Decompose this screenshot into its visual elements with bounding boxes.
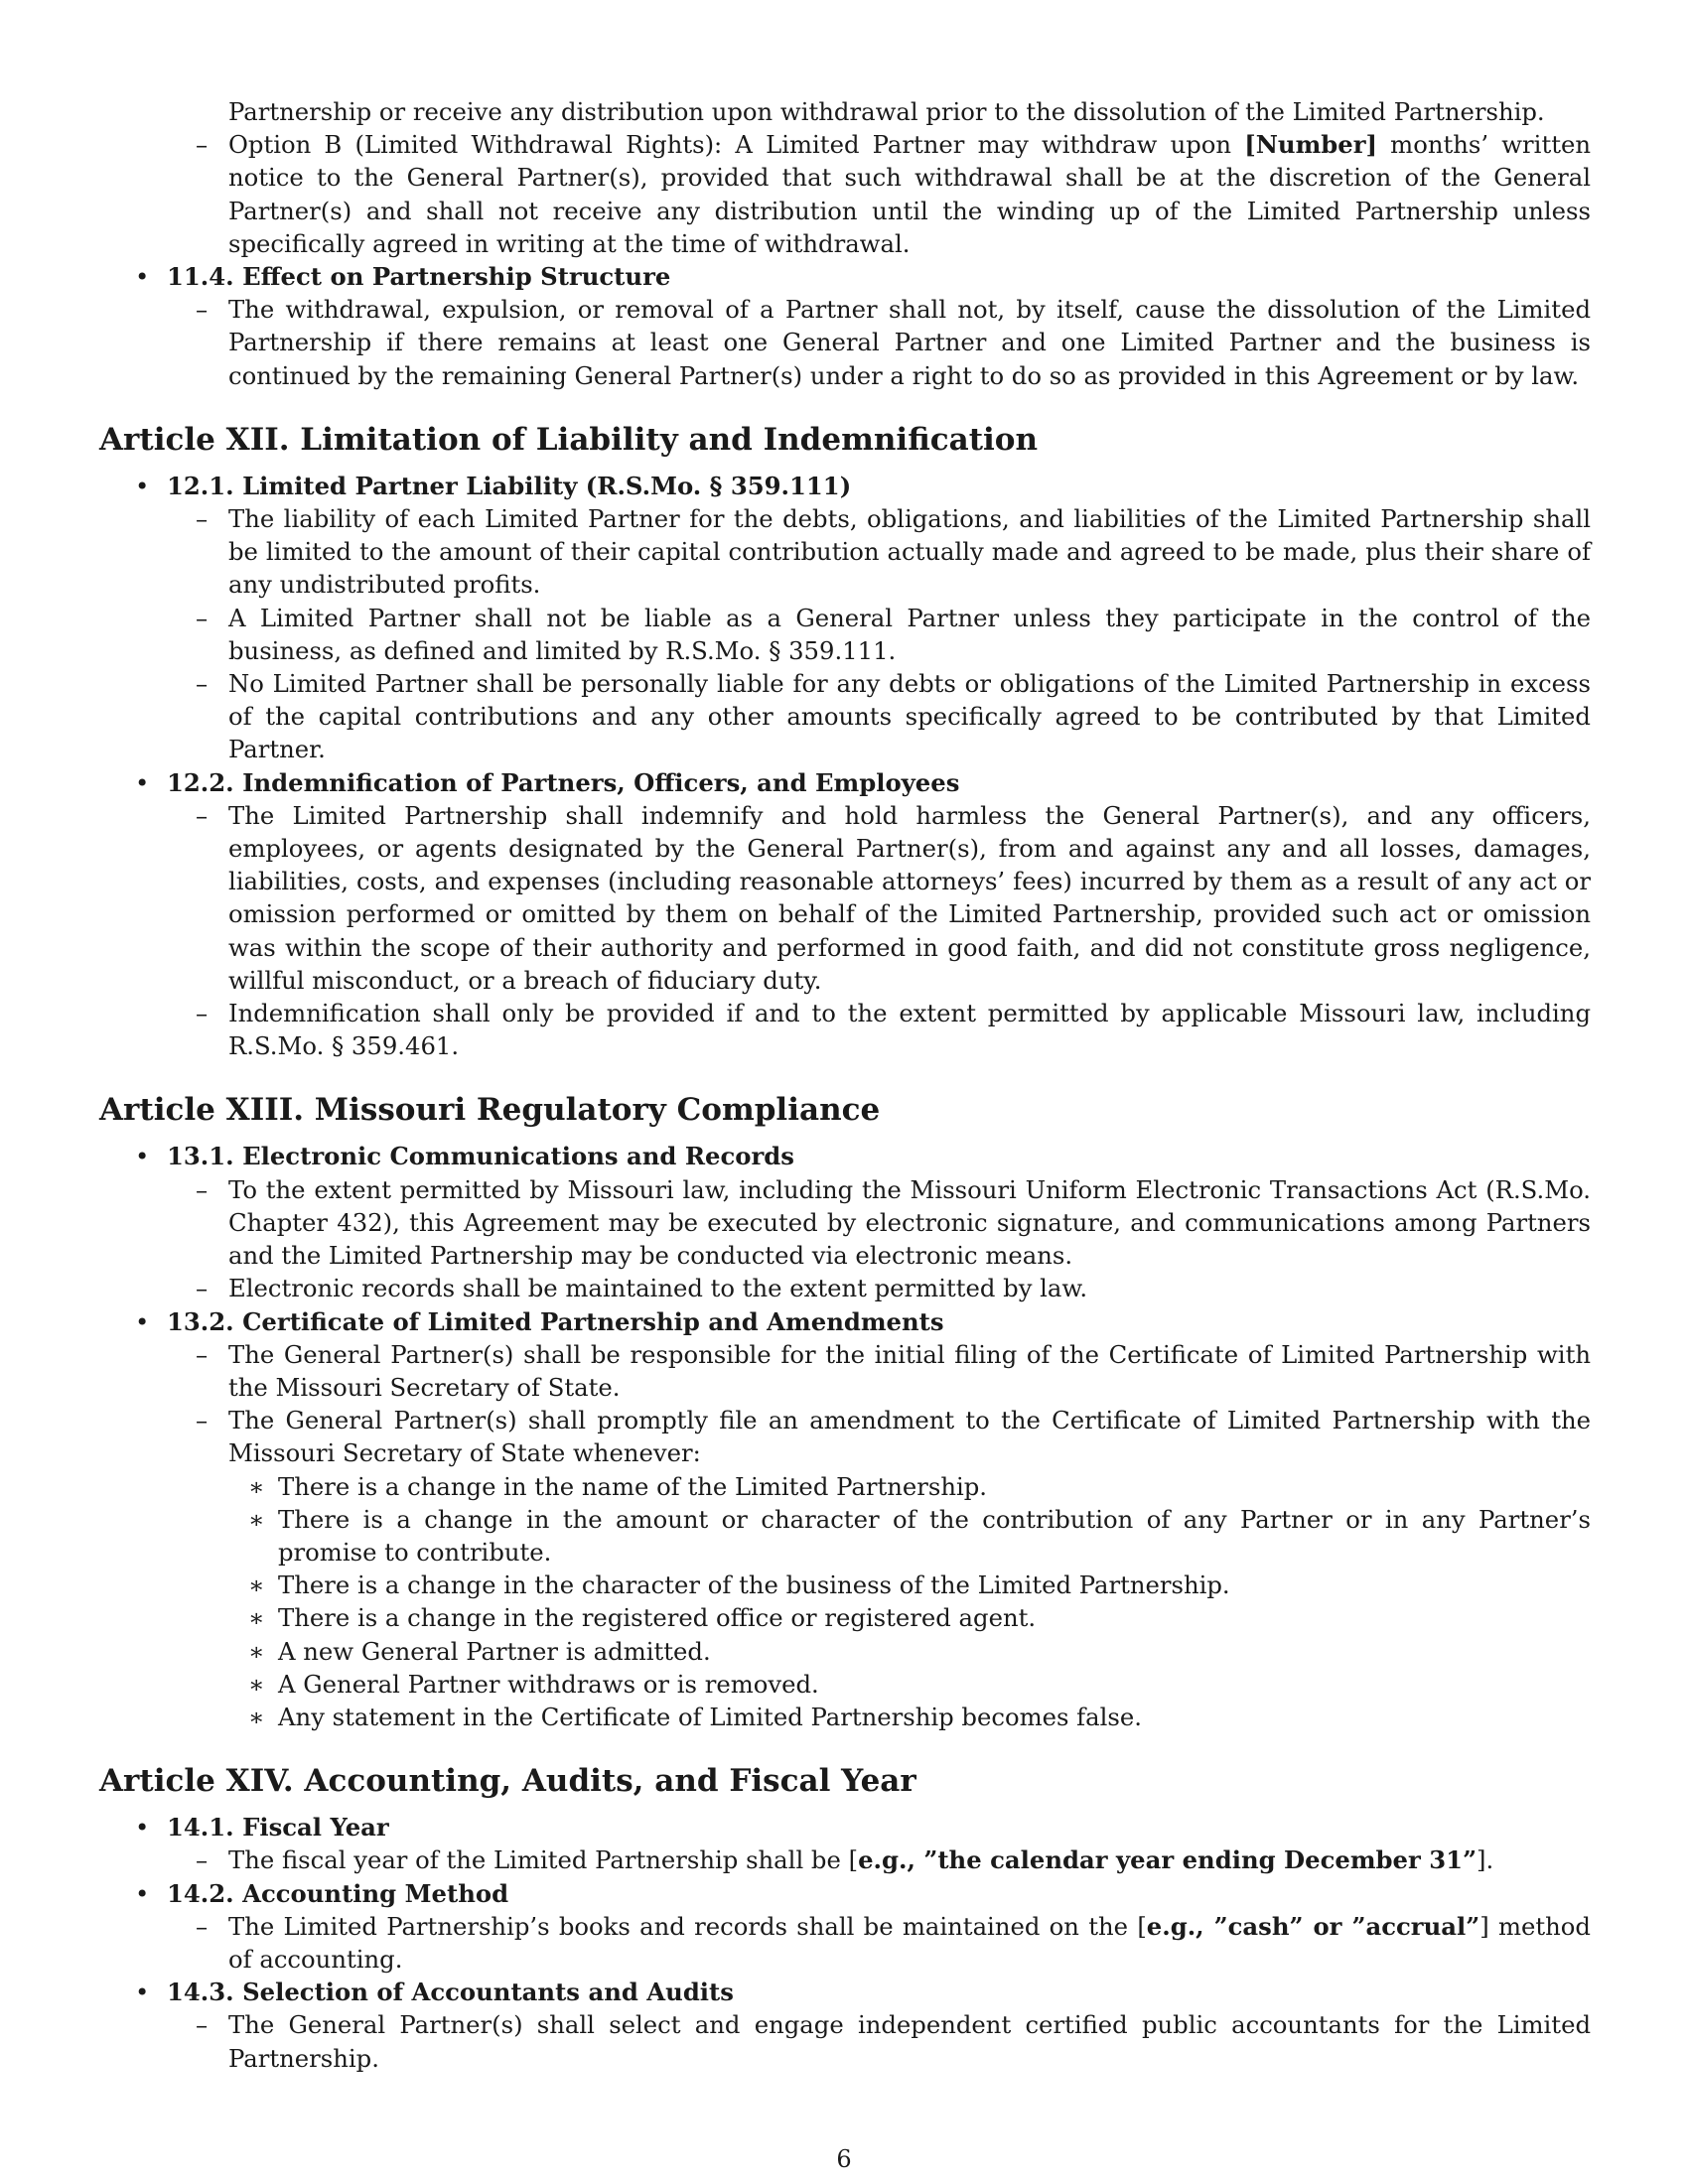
- list-item: [167, 1843, 1591, 1876]
- sub-list-item: ∗ A General Partner withdraws or is removed.: [228, 1668, 1591, 1701]
- article-12-title: Article XII. Limitation of Liability and Indemnification: [99, 421, 1039, 458]
- section-12-1: [99, 470, 1591, 766]
- article-12-list: [99, 470, 1591, 1063]
- continuation-line: Partnership or receive any distribution upon withdrawal prior to the dissolution of the Limited Partnership.: [228, 97, 1545, 126]
- article-13-list: [99, 1140, 1591, 1733]
- page-number: 6: [836, 2145, 852, 2173]
- article-13-title: Article XIII. Missouri Regulatory Compliance: [99, 1092, 881, 1129]
- option-b-text-pre: Option B (Limited Withdrawal Rights): A Limited Partner may withdraw upon: [228, 130, 1245, 160]
- section-items: [167, 1173, 1591, 1305]
- list-item: – Indemnification shall only be provided if and to the extent permitted by applicable Missouri law, including R.S.Mo. § 359.461.: [167, 997, 1591, 1062]
- section-14-2: [99, 1877, 1591, 1977]
- list-item: – Electronic records shall be maintained to the extent permitted by law.: [167, 1272, 1591, 1304]
- text-post: .: [1485, 1845, 1494, 1875]
- article-14-list: [99, 1811, 1591, 2075]
- section-heading: • 12.1. Limited Partner Liability (R.S.Mo. § 359.111): [167, 471, 852, 500]
- sub-list-item: ∗ There is a change in the amount or character of the contribution of any Partner or in any Partner’s promise to contribute.: [228, 1503, 1591, 1569]
- article-14-title: Article XIV. Accounting, Audits, and Fiscal Year: [99, 1763, 916, 1800]
- sub-list-item: ∗ A new General Partner is admitted.: [228, 1635, 1591, 1668]
- option-b-text-post: months’ written notice to the General Partner(s), provided that such withdrawal shall be at the discretion of the General Partner(s) and shall not receive any distribution until the winding up of the Limited Partnership unless specifically agreed in writing at the time of withdrawal.: [228, 130, 1591, 258]
- sub-list-item: ∗ There is a change in the name of the Limited Partnership.: [228, 1470, 1591, 1503]
- section-items: [167, 1843, 1591, 1876]
- list-item: – The General Partner(s) shall select and engage independent certified public accountants for the Limited Partnership.: [167, 2008, 1591, 2074]
- section-11-4-list: [99, 260, 1591, 392]
- list-item: – No Limited Partner shall be personally liable for any debts or obligations of the Limited Partnership in excess of the capital contributions and any other amounts specifically agreed to be contributed by that Limited Partner.: [167, 667, 1591, 766]
- text-pre: The Limited Partnership’s books and records shall be maintained on the: [228, 1911, 1138, 1941]
- section-14-3: [99, 1976, 1591, 2075]
- section-items: [167, 293, 1591, 392]
- bracket-close: ]: [1479, 1911, 1489, 1941]
- section-14-1: [99, 1811, 1591, 1876]
- section-13-1: [99, 1140, 1591, 1304]
- section-heading: • 11.4. Effect on Partnership Structure: [167, 262, 671, 292]
- section-heading: • 14.1. Fiscal Year: [167, 1813, 389, 1843]
- list-item: [167, 1910, 1591, 1976]
- list-item: – To the extent permitted by Missouri law, including the Missouri Uniform Electronic Transactions Act (R.S.Mo. Chapter 432), this Agreement may be executed by electronic signature, and communications among Partners and the Limited Partnership may be conducted via electronic means.: [167, 1173, 1591, 1273]
- section-heading: • 13.1. Electronic Communications and Records: [167, 1142, 794, 1171]
- option-b-placeholder: [Number]: [1244, 130, 1378, 160]
- list-item: – The withdrawal, expulsion, or removal of a Partner shall not, by itself, cause the dissolution of the Limited Partnership if there remains at least one General Partner and one Limited Partner and the business is continued by the remaining General Partner(s) under a right to do so as provided in this Agreement or by law.: [167, 293, 1591, 392]
- section-items: [167, 1910, 1591, 1976]
- section-items: [167, 502, 1591, 766]
- section-heading: • 14.3. Selection of Accountants and Audits: [167, 1978, 734, 2007]
- bracket-open: [: [848, 1845, 859, 1875]
- section-11-4: [99, 260, 1591, 392]
- list-item: – The Limited Partnership shall indemnify and hold harmless the General Partner(s), and any officers, employees, or agents designated by the General Partner(s), from and against any and all losses, damages, liabilities, costs, and expenses (including reasonable attorneys’ fees) incurred by them as a result of any act or omission performed or omitted by them on behalf of the Limited Partnership, provided such act or omission was within the scope of their authority and performed in good faith, and did not constitute gross negligence, willful misconduct, or a breach of fiduciary duty.: [167, 799, 1591, 997]
- list-item: – The liability of each Limited Partner for the debts, obligations, and liabilities of the Limited Partnership shall be limited to the amount of their capital contribution actually made and agreed to be made, plus their share of any undistributed profits.: [167, 502, 1591, 602]
- section-items: [167, 1338, 1591, 1733]
- continuation-list: [99, 128, 1591, 260]
- text-post: method of accounting.: [228, 1911, 1591, 1974]
- fiscal-year-placeholder: e.g., ”the calendar year ending December 31”: [858, 1845, 1477, 1875]
- accounting-method-placeholder: e.g., ”cash” or ”accrual”: [1146, 1911, 1480, 1941]
- section-12-2: [99, 766, 1591, 1063]
- sub-list-item: ∗ Any statement in the Certificate of Limited Partnership becomes false.: [228, 1701, 1591, 1733]
- section-13-2: [99, 1305, 1591, 1734]
- list-item: [167, 1404, 1591, 1733]
- section-heading: • 14.2. Accounting Method: [167, 1878, 509, 1908]
- text-pre: The fiscal year of the Limited Partnership shall be: [228, 1845, 849, 1875]
- list-item: – The General Partner(s) shall be responsible for the initial filing of the Certificate of Limited Partnership with the Missouri Secretary of State.: [167, 1338, 1591, 1404]
- bracket-close: ]: [1477, 1845, 1486, 1875]
- section-items: [167, 799, 1591, 1063]
- list-item-text: The General Partner(s) shall promptly file an amendment to the Certificate of Limited Partnership with the Missouri Secretary of State whenever:: [228, 1406, 1591, 1468]
- sub-list-item: ∗ There is a change in the character of the business of the Limited Partnership.: [228, 1569, 1591, 1601]
- sub-list-item: ∗ There is a change in the registered office or registered agent.: [228, 1601, 1591, 1634]
- section-heading: • 13.2. Certificate of Limited Partnership and Amendments: [167, 1306, 944, 1336]
- list-item: – A Limited Partner shall not be liable as a General Partner unless they participate in the control of the business, as defined and limited by R.S.Mo. § 359.111.: [167, 602, 1591, 667]
- bracket-open: [: [1137, 1911, 1147, 1941]
- section-items: [167, 2008, 1591, 2074]
- document-page: [99, 95, 1591, 2075]
- amendment-triggers: [228, 1470, 1591, 1734]
- section-heading: • 12.2. Indemnification of Partners, Officers, and Employees: [167, 767, 960, 797]
- option-b-item: [167, 128, 1591, 260]
